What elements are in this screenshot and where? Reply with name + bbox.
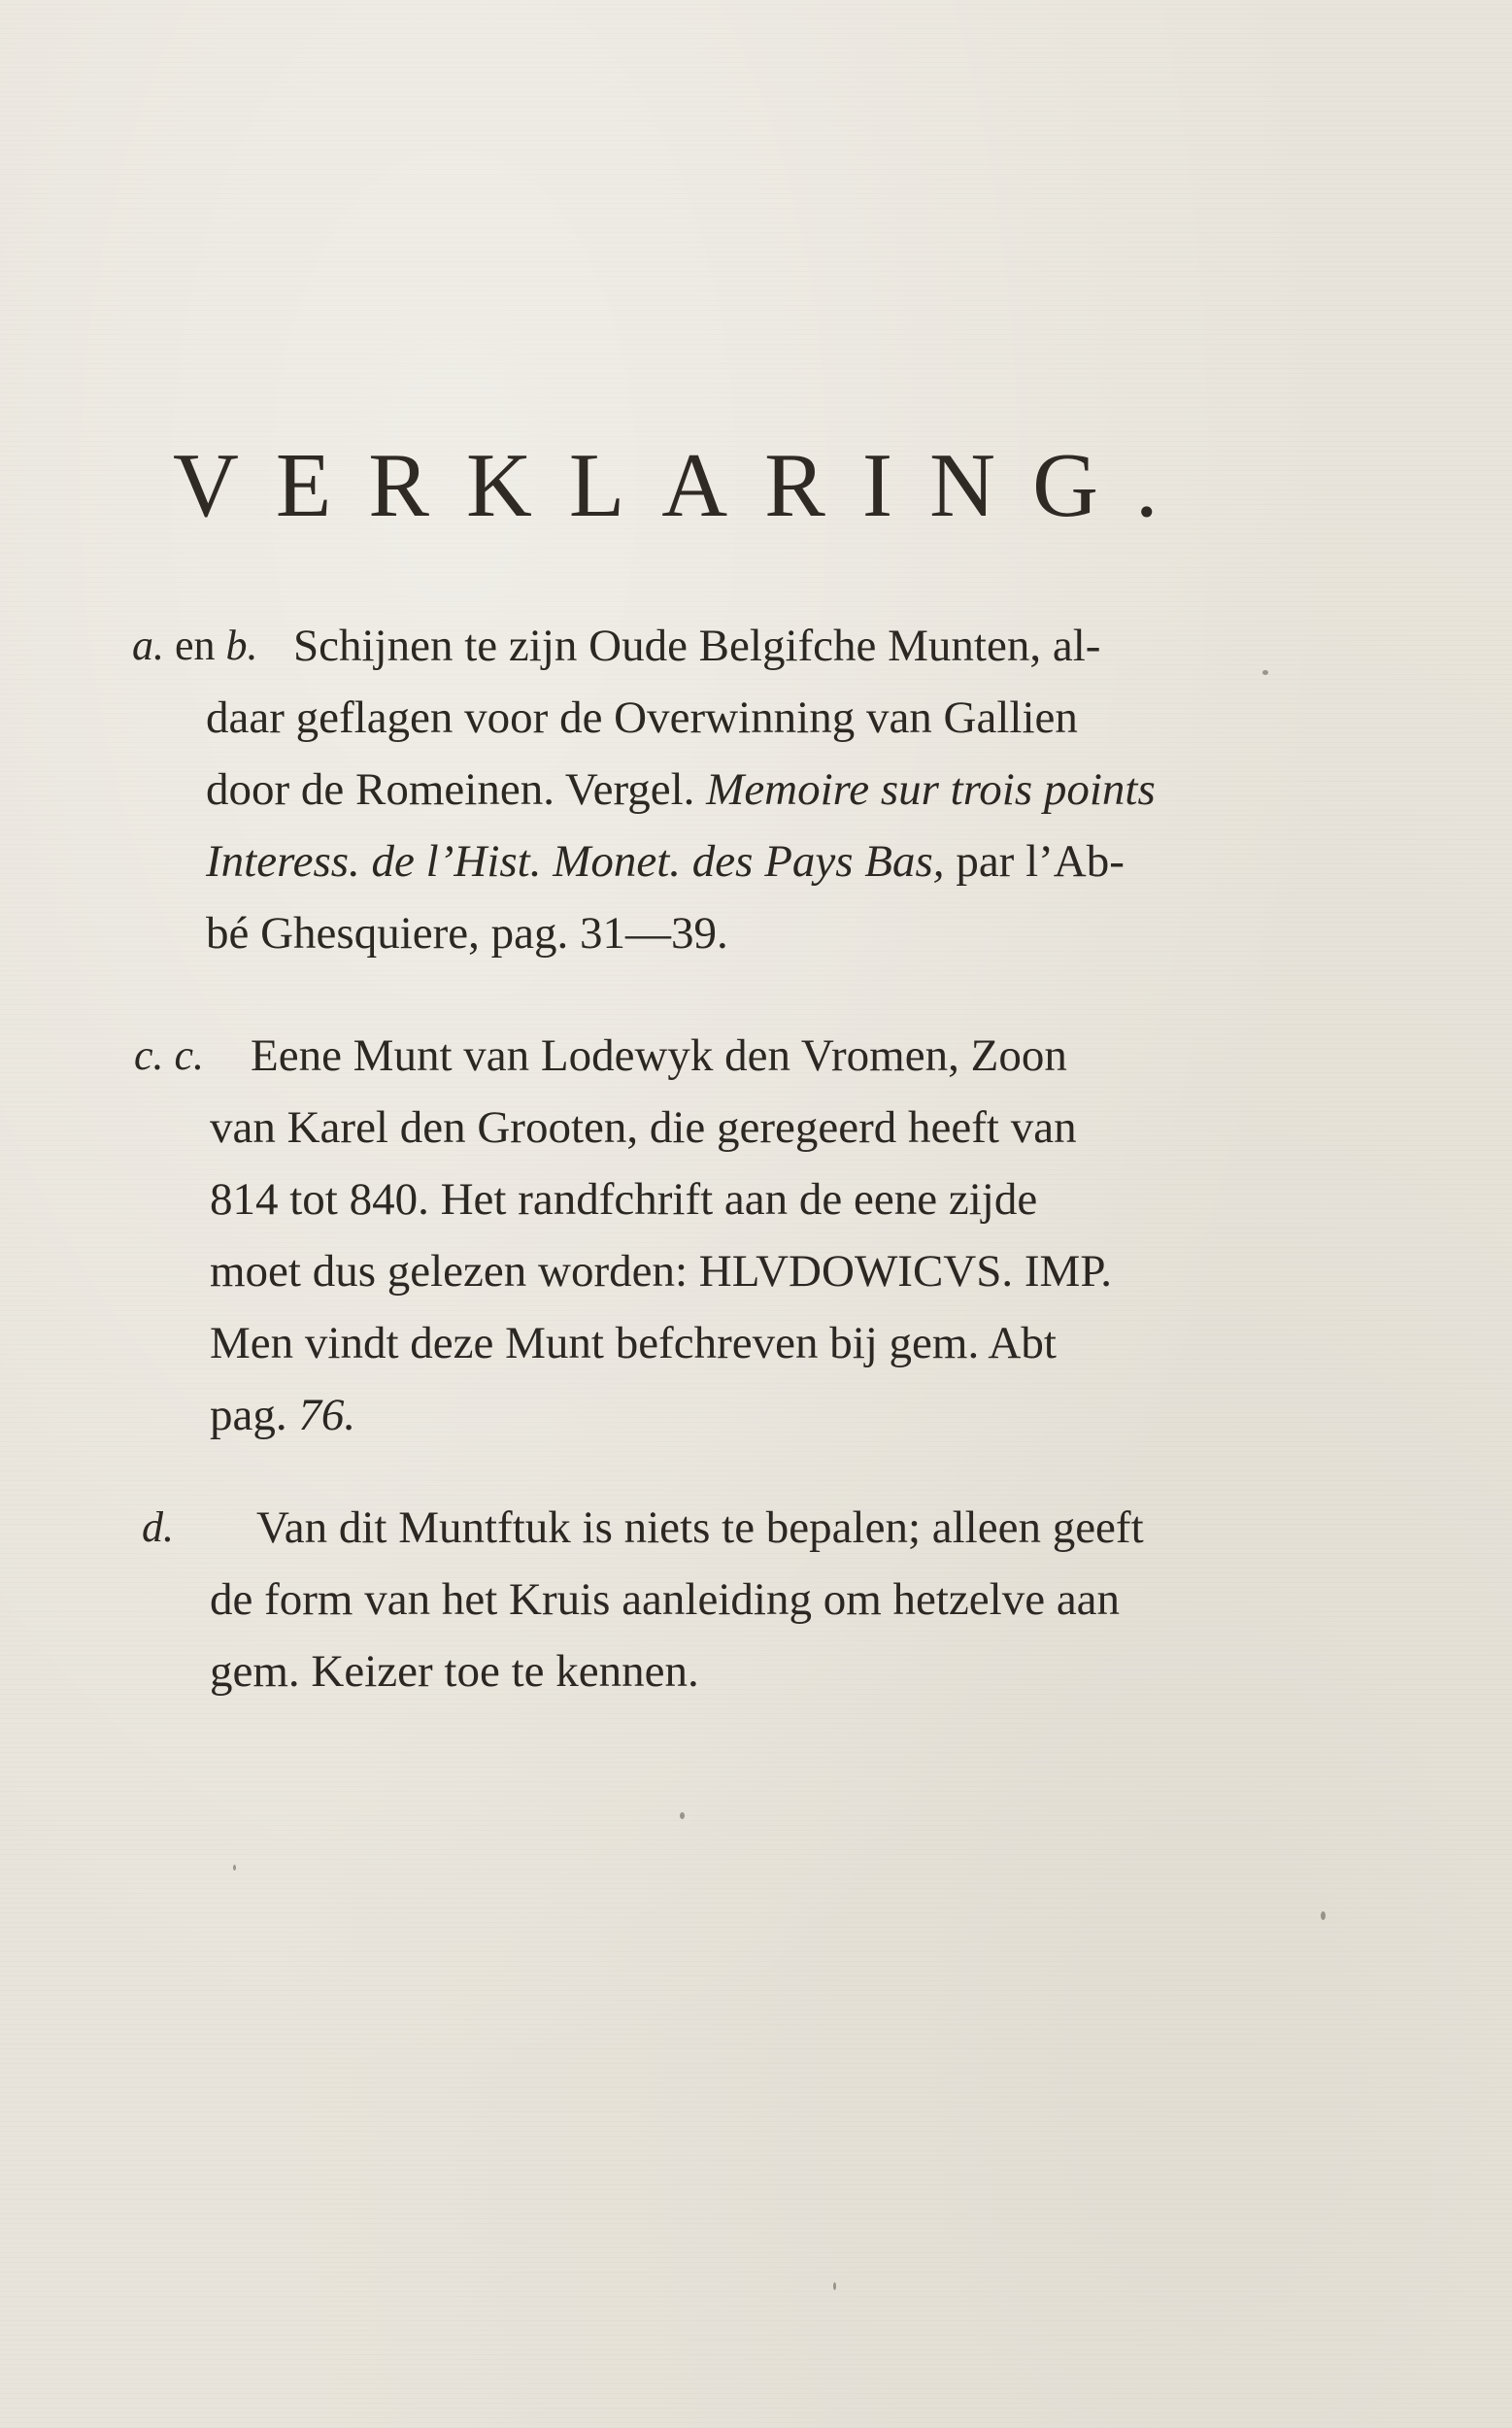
marker-b: b. bbox=[225, 622, 258, 669]
entry-line: Van dit Muntftuk is niets te bepalen; alleen geeft bbox=[256, 1502, 1144, 1553]
marker-a: a. bbox=[132, 622, 164, 669]
line-text-italic: Memoire sur trois points bbox=[706, 764, 1156, 815]
entry-marker bbox=[134, 1020, 204, 1092]
entry-line: gem. Keizer toe te kennen. bbox=[210, 1646, 699, 1697]
line-text-italic: Interess. de l’Hist. Monet. des Pays Bas, bbox=[206, 836, 945, 887]
entry-line: bé Ghesquiere, pag. 31—39. bbox=[206, 908, 728, 959]
marker-d: d. bbox=[142, 1503, 174, 1551]
paper-speck bbox=[833, 2282, 836, 2290]
entry-line: Schijnen te zijn Oude Belgifche Munten, al- bbox=[293, 621, 1101, 671]
paper-speck bbox=[1321, 1911, 1326, 1920]
line-text: door de Romeinen. Vergel. bbox=[206, 764, 695, 815]
entry-line: de form van het Kruis aanleiding om hetzelve aan bbox=[210, 1574, 1121, 1625]
paper-speck bbox=[1262, 670, 1268, 675]
line-text: pag. bbox=[210, 1390, 287, 1440]
entry-line: van Karel den Grooten, die geregeerd heeft van bbox=[210, 1102, 1077, 1153]
entry-line: Men vindt deze Munt befchreven bij gem. Abt bbox=[210, 1318, 1057, 1368]
entry-line: moet dus gelezen worden: HLVDOWICVS. IMP. bbox=[210, 1246, 1113, 1297]
marker-en: en bbox=[175, 622, 216, 669]
entry-line bbox=[210, 1379, 355, 1451]
paper-speck bbox=[680, 1812, 685, 1819]
entry-line: daar geflagen voor de Overwinning van Gallien bbox=[206, 692, 1078, 743]
line-text-italic: 76. bbox=[298, 1390, 356, 1440]
entry-line: 814 tot 840. Het randfchrift aan de eene zijde bbox=[210, 1174, 1038, 1225]
entry-line bbox=[206, 826, 1125, 897]
entry-marker bbox=[142, 1492, 174, 1564]
entry-marker bbox=[132, 610, 258, 682]
entry-line: Eene Munt van Lodewyk den Vromen, Zoon bbox=[251, 1030, 1067, 1081]
paper-speck bbox=[233, 1865, 236, 1871]
marker-c-c: c. c. bbox=[134, 1031, 205, 1079]
page-heading: VERKLARING. bbox=[173, 435, 1195, 536]
entry-line bbox=[206, 754, 1156, 826]
line-text: par l’Ab- bbox=[956, 836, 1125, 887]
